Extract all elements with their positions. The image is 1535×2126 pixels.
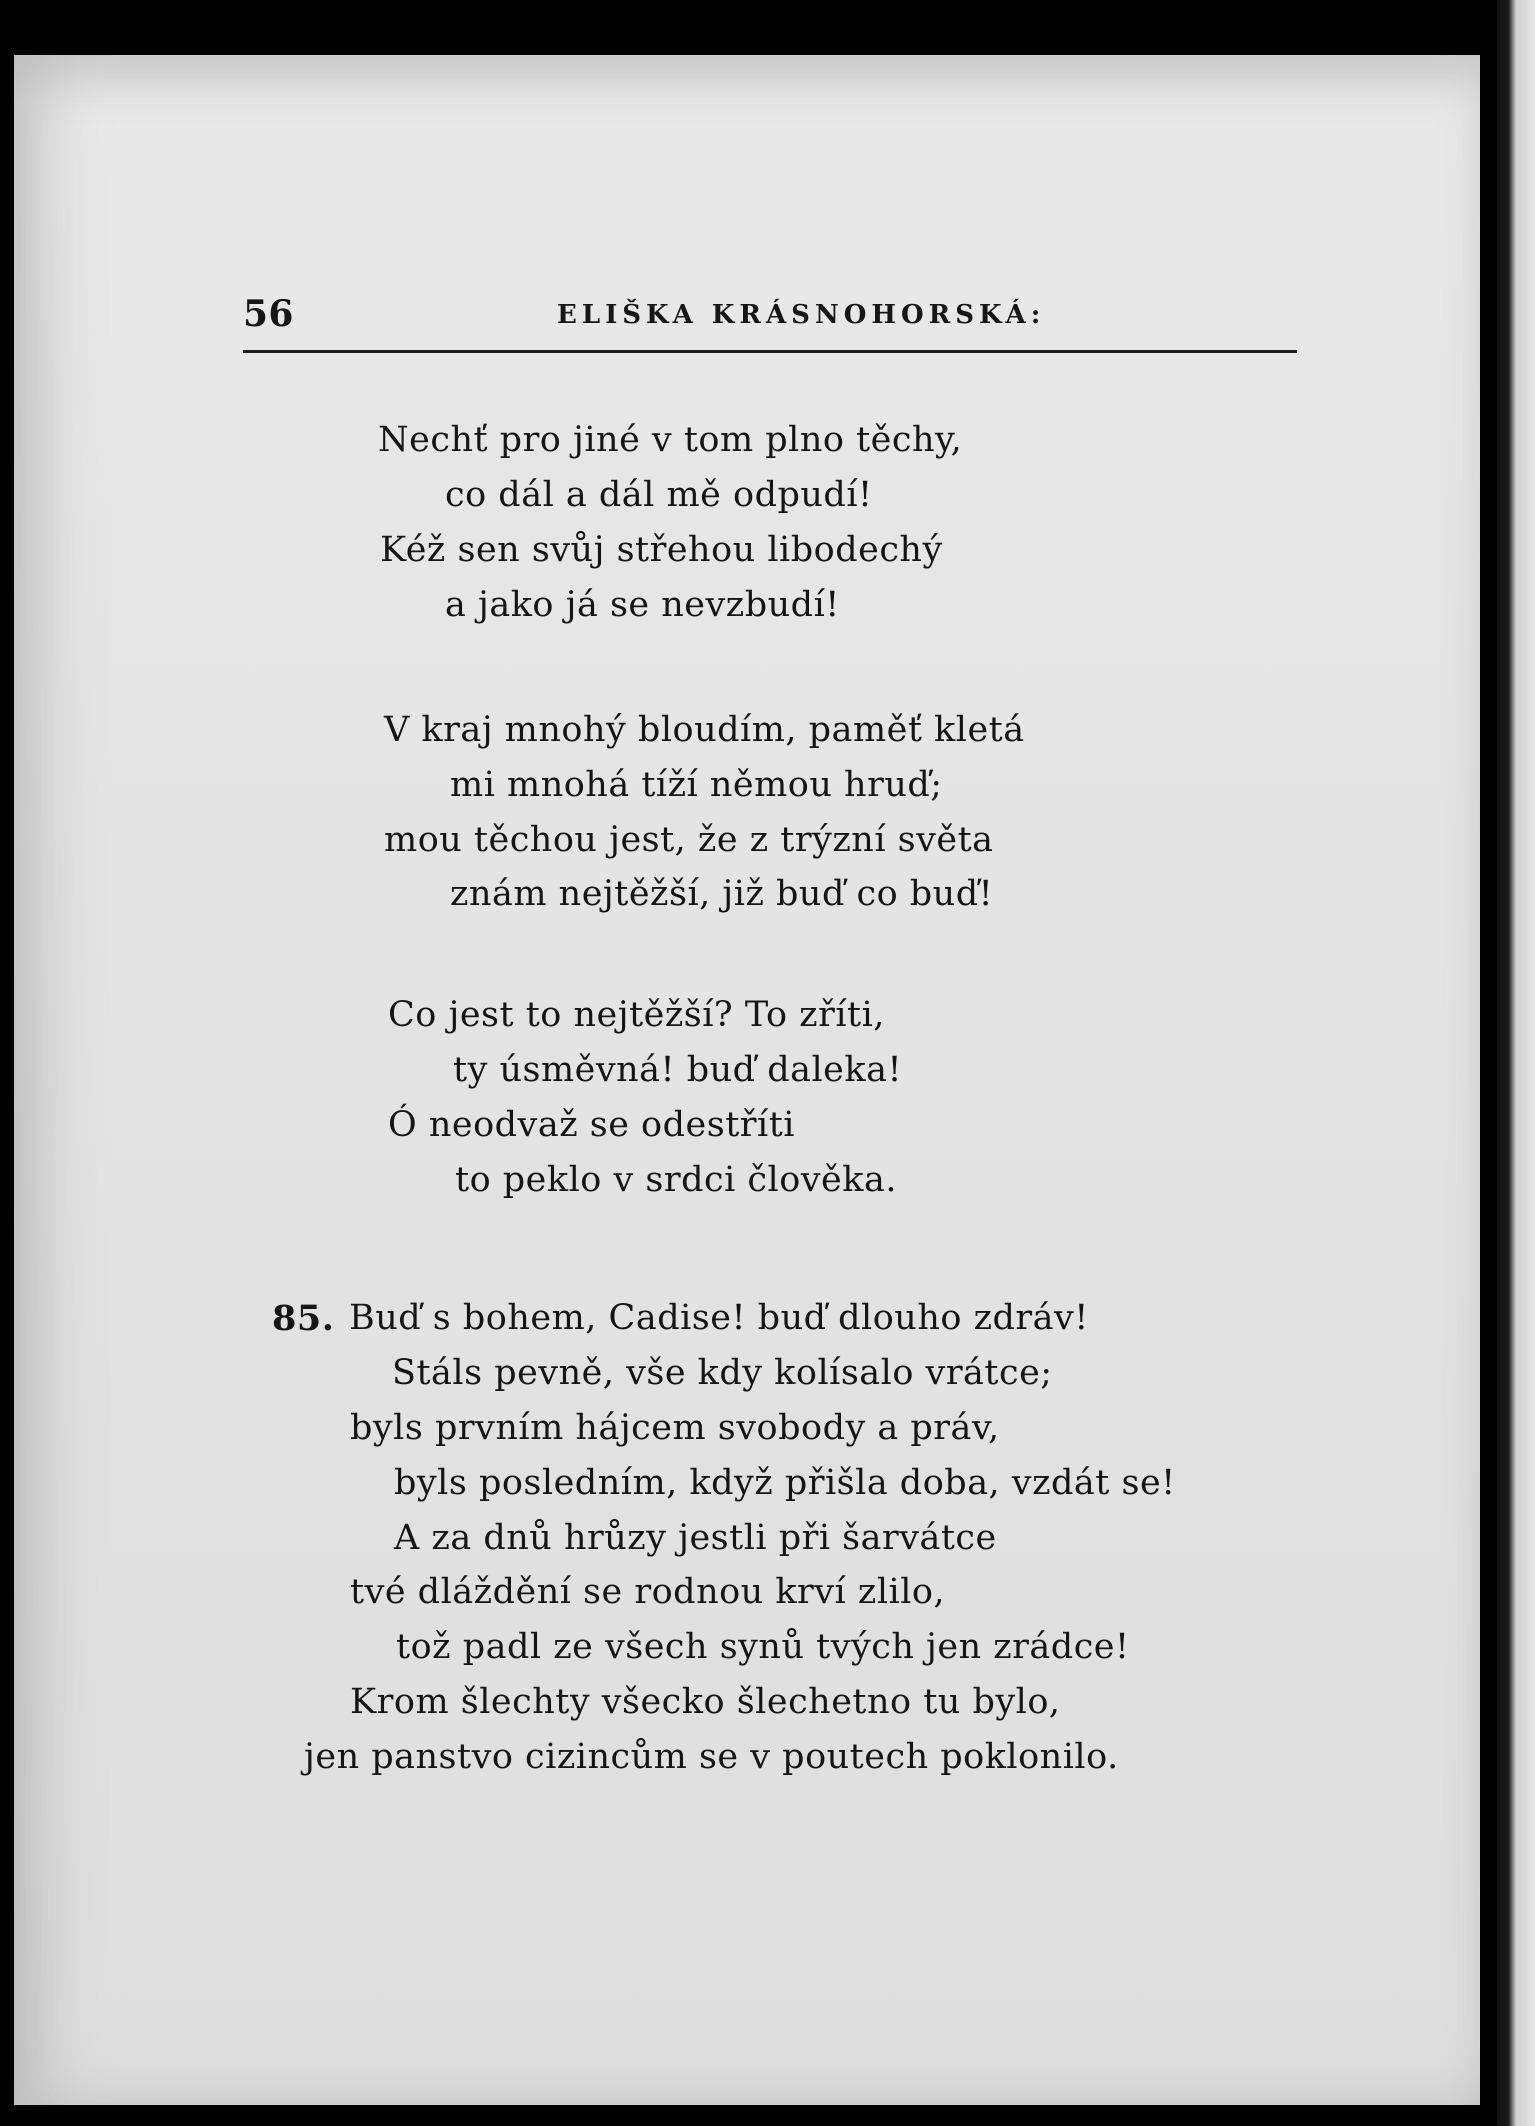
stanza-1-line-2: co dál a dál mě odpudí! — [445, 475, 873, 515]
stanza-3-line-3: Ó neodvaž se odestříti — [388, 1105, 795, 1145]
running-head: ELIŠKA KRÁSNOHORSKÁ: — [557, 300, 1046, 330]
stanza-1-line-4: a jako já se nevzbudí! — [445, 585, 840, 625]
stanza-3-line-4: to peklo v srdci člověka. — [455, 1160, 897, 1200]
poem-85-line-5: A za dnů hrůzy jestli při šarvátce — [394, 1518, 997, 1558]
facing-page-edge — [1497, 0, 1535, 2126]
stanza-1-line-3: Kéž sen svůj střehou libodechý — [380, 530, 943, 570]
stanza-2-line-1: V kraj mnohý bloudím, paměť kletá — [384, 710, 1025, 750]
stanza-2-line-2: mi mnohá tíží němou hruď; — [450, 765, 943, 805]
poem-85-line-1: Buď s bohem, Cadise! buď dlouho zdráv! — [349, 1298, 1089, 1338]
page-number: 56 — [243, 293, 294, 335]
poem-85-line-7: tož padl ze všech synů tvých jen zrádce! — [396, 1627, 1130, 1667]
poem-85-line-6: tvé dláždění se rodnou krví zlilo, — [350, 1572, 946, 1612]
poem-85-line-4: byls posledním, když přišla doba, vzdát se! — [394, 1463, 1176, 1503]
poem-85-line-2: Stáls pevně, vše kdy kolísalo vrátce; — [392, 1353, 1053, 1393]
stanza-2-line-4: znám nejtěžší, již buď co buď! — [450, 874, 994, 914]
poem-number: 85. — [272, 1298, 335, 1339]
stanza-3-line-1: Co jest to nejtěžší? To zříti, — [388, 995, 885, 1035]
stanza-1-line-1: Nechť pro jiné v tom plno těchy, — [378, 420, 963, 460]
poem-85-line-3: byls prvním hájcem svobody a práv, — [350, 1408, 1000, 1448]
stanza-2-line-3: mou těchou jest, že z trýzní světa — [384, 820, 994, 860]
poem-85-line-9: jen panstvo cizincům se v poutech poklonilo. — [304, 1737, 1119, 1777]
poem-85-line-8: Krom šlechty všecko šlechetno tu bylo, — [350, 1682, 1061, 1722]
stanza-3-line-2: ty úsměvná! buď daleka! — [453, 1050, 903, 1090]
header-rule — [243, 350, 1297, 353]
